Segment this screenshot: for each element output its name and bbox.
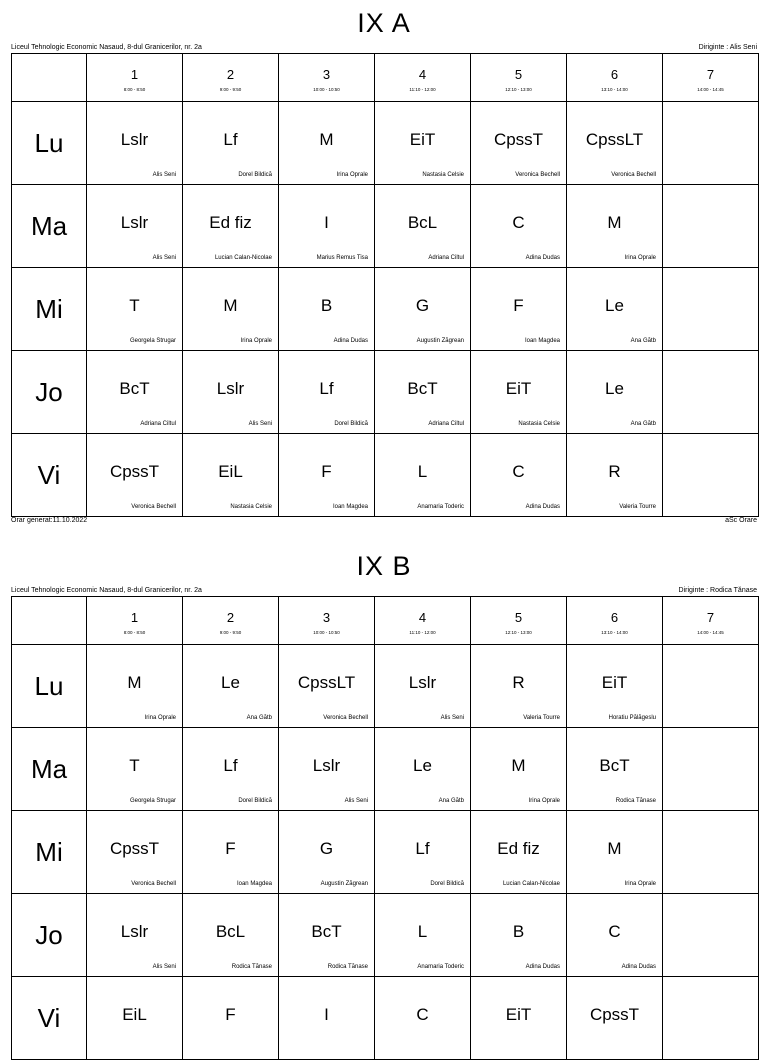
lesson-teacher: Anamaria Toderic xyxy=(417,504,464,510)
lesson-teacher: Lucian Calan-Nicolae xyxy=(214,255,272,261)
lesson-teacher: Ioan Magdea xyxy=(236,881,272,887)
lesson-teacher: Rodica Tănase xyxy=(327,964,368,970)
lesson-cell xyxy=(279,728,375,811)
lesson-cell xyxy=(279,894,375,977)
period-time: 10:00 - 10:50 xyxy=(313,87,340,92)
period-time: 11:10 - 12:00 xyxy=(409,630,436,635)
day-label: Lu xyxy=(34,670,64,701)
lesson-teacher: Veronica Bechell xyxy=(611,172,656,178)
corner-cell xyxy=(12,597,87,645)
lesson-subject: BcL xyxy=(407,213,438,232)
lesson-cell xyxy=(183,351,279,434)
day-label: Vi xyxy=(37,459,61,490)
lesson-cell xyxy=(663,811,759,894)
lesson-teacher: Veronica Bechell xyxy=(323,715,368,721)
lesson-subject: R xyxy=(608,462,621,481)
lesson-cell xyxy=(279,102,375,185)
lesson-subject: M xyxy=(223,296,238,315)
school-name: Liceul Tehnologic Economic Nasaud, 8-dul Granicerilor, nr. 2a xyxy=(11,587,202,594)
lesson-subject: Lf xyxy=(415,839,430,858)
lesson-subject: CpssT xyxy=(109,462,160,481)
lesson-cell xyxy=(471,977,567,1060)
lesson-subject: L xyxy=(417,462,428,481)
lesson-cell xyxy=(471,268,567,351)
lesson-teacher: Nastasia Celsie xyxy=(230,504,272,510)
period-header xyxy=(87,597,183,645)
lesson-cell xyxy=(567,185,663,268)
lesson-teacher: Horatiu Pălăgeslu xyxy=(608,715,656,721)
lesson-cell xyxy=(375,811,471,894)
period-header xyxy=(279,54,375,102)
lesson-teacher: Rodica Tănase xyxy=(231,964,272,970)
day-label: Mi xyxy=(35,836,63,867)
day-cell xyxy=(12,102,87,185)
period-time: 9:00 - 9:50 xyxy=(219,630,242,635)
period-header xyxy=(471,597,567,645)
lesson-cell xyxy=(87,102,183,185)
lesson-cell xyxy=(663,728,759,811)
day-cell xyxy=(12,811,87,894)
lesson-cell xyxy=(279,434,375,517)
period-header-row xyxy=(12,54,759,102)
lesson-subject: L xyxy=(417,922,428,941)
lesson-teacher: Irina Oprale xyxy=(240,338,272,344)
lesson-cell xyxy=(567,977,663,1060)
lesson-teacher: Dorel Bildică xyxy=(238,172,272,178)
lesson-subject: Lslr xyxy=(120,922,149,941)
lesson-cell xyxy=(279,645,375,728)
lesson-subject: Lslr xyxy=(216,379,245,398)
lesson-teacher: Georgela Strugar xyxy=(129,338,176,344)
lesson-subject: M xyxy=(607,839,622,858)
period-time: 8:00 - 8:50 xyxy=(123,630,146,635)
lesson-teacher: Ana Gătb xyxy=(630,421,656,427)
day-row-mi xyxy=(12,268,759,351)
lesson-subject: CpssT xyxy=(589,1005,640,1024)
lesson-teacher: Dorel Bildică xyxy=(238,798,272,804)
lesson-cell xyxy=(87,811,183,894)
lesson-teacher: Valeria Tourre xyxy=(619,504,656,510)
lesson-subject: C xyxy=(416,1005,429,1024)
lesson-cell xyxy=(375,977,471,1060)
lesson-subject: Lf xyxy=(223,130,238,149)
lesson-teacher: Irina Oprale xyxy=(144,715,176,721)
lesson-subject: T xyxy=(129,756,140,775)
day-cell xyxy=(12,977,87,1060)
day-cell xyxy=(12,185,87,268)
lesson-subject: Le xyxy=(221,673,240,692)
lesson-subject: CpssLT xyxy=(585,130,644,149)
lesson-teacher: Lucian Calan-Nicolae xyxy=(502,881,560,887)
lesson-teacher: Irina Oprale xyxy=(528,798,560,804)
day-row-jo xyxy=(12,351,759,434)
lesson-teacher: Nastasia Celsie xyxy=(422,172,464,178)
lesson-subject: T xyxy=(129,296,140,315)
lesson-cell xyxy=(279,977,375,1060)
lesson-cell xyxy=(87,351,183,434)
period-number: 2 xyxy=(226,610,235,625)
day-label: Ma xyxy=(30,753,68,784)
day-row-vi xyxy=(12,434,759,517)
lesson-cell xyxy=(375,268,471,351)
lesson-cell xyxy=(663,894,759,977)
period-number: 6 xyxy=(610,610,619,625)
lesson-subject: I xyxy=(324,1005,329,1024)
lesson-subject: Lf xyxy=(223,756,238,775)
lesson-cell xyxy=(471,434,567,517)
period-time: 9:00 - 9:50 xyxy=(219,87,242,92)
period-number: 7 xyxy=(706,67,715,82)
lesson-teacher: Anamaria Toderic xyxy=(417,964,464,970)
day-cell xyxy=(12,351,87,434)
lesson-teacher: Dorel Bildică xyxy=(334,421,368,427)
lesson-teacher: Alis Seni xyxy=(152,255,176,261)
period-number: 7 xyxy=(706,610,715,625)
lesson-subject: CpssLT xyxy=(297,673,356,692)
lesson-cell xyxy=(567,728,663,811)
period-number: 3 xyxy=(322,610,331,625)
lesson-subject: EiT xyxy=(601,673,628,692)
day-label: Lu xyxy=(34,127,64,158)
lesson-cell xyxy=(87,185,183,268)
lesson-cell xyxy=(87,645,183,728)
day-cell xyxy=(12,434,87,517)
lesson-teacher: Irina Oprale xyxy=(336,172,368,178)
lesson-teacher: Adriana Ciltul xyxy=(140,421,176,427)
day-label: Ma xyxy=(30,210,68,241)
lesson-cell xyxy=(87,434,183,517)
lesson-subject: F xyxy=(225,839,236,858)
lesson-cell xyxy=(471,894,567,977)
lesson-teacher: Adina Dudas xyxy=(621,964,656,970)
period-header xyxy=(567,597,663,645)
lesson-cell xyxy=(183,185,279,268)
period-number: 4 xyxy=(418,610,427,625)
lesson-teacher: Alis Seni xyxy=(440,715,464,721)
period-time: 11:10 - 12:00 xyxy=(409,87,436,92)
lesson-teacher: Adina Dudas xyxy=(525,964,560,970)
period-number: 2 xyxy=(226,67,235,82)
day-row-ma xyxy=(12,728,759,811)
lesson-cell xyxy=(471,185,567,268)
lesson-cell xyxy=(663,268,759,351)
period-time: 14:00 - 14:45 xyxy=(697,630,724,635)
period-header xyxy=(663,597,759,645)
lesson-teacher: Valeria Tourre xyxy=(523,715,560,721)
period-time: 12:10 - 13:00 xyxy=(505,630,532,635)
day-row-jo xyxy=(12,894,759,977)
lesson-teacher: Adriana Ciltul xyxy=(428,255,464,261)
lesson-cell xyxy=(183,728,279,811)
class-title: IX A xyxy=(357,8,411,38)
lesson-teacher: Veronica Bechell xyxy=(131,881,176,887)
period-time: 12:10 - 13:00 xyxy=(505,87,532,92)
period-number: 3 xyxy=(322,67,331,82)
lesson-teacher: Rodica Tănase xyxy=(615,798,656,804)
lesson-teacher: Adina Dudas xyxy=(525,255,560,261)
period-time: 8:00 - 8:50 xyxy=(123,87,146,92)
lesson-cell xyxy=(567,102,663,185)
period-header xyxy=(87,54,183,102)
lesson-cell xyxy=(183,977,279,1060)
lesson-subject: CpssT xyxy=(493,130,544,149)
corner-cell xyxy=(12,54,87,102)
class-teacher: Diriginte : Alis Seni xyxy=(698,44,757,51)
period-header xyxy=(183,54,279,102)
lesson-subject: B xyxy=(512,922,525,941)
day-cell xyxy=(12,645,87,728)
day-row-ma xyxy=(12,185,759,268)
lesson-subject: BcT xyxy=(119,379,150,398)
period-number: 5 xyxy=(514,610,523,625)
lesson-teacher: Ana Gătb xyxy=(246,715,272,721)
lesson-subject: M xyxy=(607,213,622,232)
lesson-subject: BcT xyxy=(599,756,630,775)
lesson-cell xyxy=(471,811,567,894)
software-credit: aSc Orare xyxy=(725,517,757,524)
lesson-cell xyxy=(567,351,663,434)
period-header xyxy=(663,54,759,102)
timetable-sheet-ix-a xyxy=(0,8,768,528)
lesson-subject: C xyxy=(512,213,525,232)
lesson-subject: C xyxy=(512,462,525,481)
lesson-cell xyxy=(375,351,471,434)
lesson-teacher: Irina Oprale xyxy=(624,881,656,887)
lesson-subject: CpssT xyxy=(109,839,160,858)
lesson-subject: Ed fiz xyxy=(209,213,252,232)
lesson-cell xyxy=(567,268,663,351)
lesson-cell xyxy=(663,185,759,268)
period-header xyxy=(183,597,279,645)
lesson-teacher: Marius Remus Tisa xyxy=(316,255,368,261)
lesson-subject: R xyxy=(512,673,525,692)
lesson-subject: EiL xyxy=(218,462,243,481)
lesson-subject: F xyxy=(321,462,332,481)
day-cell xyxy=(12,268,87,351)
generated-date: Orar generat:11.10.2022 xyxy=(11,517,88,524)
lesson-subject: Lslr xyxy=(120,213,149,232)
lesson-subject: C xyxy=(608,922,621,941)
period-header xyxy=(375,597,471,645)
lesson-teacher: Augustin Zăgrean xyxy=(320,881,368,887)
day-label: Jo xyxy=(35,919,63,950)
period-header-row xyxy=(12,597,759,645)
lesson-teacher: Georgela Strugar xyxy=(129,798,176,804)
day-row-lu xyxy=(12,102,759,185)
lesson-teacher: Veronica Bechell xyxy=(515,172,560,178)
lesson-cell xyxy=(279,811,375,894)
period-time: 13:10 - 14:00 xyxy=(601,87,628,92)
period-header xyxy=(279,597,375,645)
lesson-subject: G xyxy=(415,296,430,315)
lesson-cell xyxy=(375,102,471,185)
lesson-cell xyxy=(663,977,759,1060)
lesson-cell xyxy=(87,268,183,351)
lesson-subject: Lslr xyxy=(408,673,437,692)
lesson-cell xyxy=(183,811,279,894)
lesson-cell xyxy=(375,645,471,728)
lesson-cell xyxy=(375,894,471,977)
lesson-subject: Le xyxy=(605,296,624,315)
period-number: 5 xyxy=(514,67,523,82)
lesson-subject: EiT xyxy=(505,1005,532,1024)
lesson-cell xyxy=(375,185,471,268)
lesson-teacher: Adina Dudas xyxy=(525,504,560,510)
lesson-cell xyxy=(471,728,567,811)
period-header xyxy=(375,54,471,102)
lesson-subject: BcL xyxy=(215,922,246,941)
lesson-teacher: Nastasia Celsie xyxy=(518,421,560,427)
lesson-teacher: Ana Gătb xyxy=(438,798,464,804)
lesson-cell xyxy=(183,268,279,351)
lesson-teacher: Alis Seni xyxy=(152,964,176,970)
lesson-cell xyxy=(567,645,663,728)
lesson-cell xyxy=(183,645,279,728)
lesson-cell xyxy=(375,728,471,811)
lesson-teacher: Ioan Magdea xyxy=(524,338,560,344)
lesson-subject: B xyxy=(320,296,333,315)
period-number: 1 xyxy=(130,610,139,625)
period-header xyxy=(567,54,663,102)
lesson-cell xyxy=(567,894,663,977)
lesson-teacher: Adina Dudas xyxy=(333,338,368,344)
lesson-teacher: Dorel Bildică xyxy=(430,881,464,887)
lesson-teacher: Alis Seni xyxy=(248,421,272,427)
day-row-lu xyxy=(12,645,759,728)
class-teacher: Diriginte : Rodica Tănase xyxy=(678,587,757,594)
lesson-subject: Le xyxy=(605,379,624,398)
lesson-cell xyxy=(471,351,567,434)
lesson-cell xyxy=(471,102,567,185)
lesson-subject: Lf xyxy=(319,379,334,398)
lesson-subject: BcT xyxy=(407,379,438,398)
lesson-cell xyxy=(567,434,663,517)
period-number: 1 xyxy=(130,67,139,82)
period-time: 10:00 - 10:50 xyxy=(313,630,340,635)
day-row-vi xyxy=(12,977,759,1060)
lesson-subject: M xyxy=(511,756,526,775)
lesson-cell xyxy=(279,351,375,434)
day-cell xyxy=(12,728,87,811)
lesson-subject: G xyxy=(319,839,334,858)
lesson-cell xyxy=(183,102,279,185)
lesson-subject: EiL xyxy=(122,1005,147,1024)
lesson-teacher: Ana Gătb xyxy=(630,338,656,344)
lesson-subject: Le xyxy=(413,756,432,775)
lesson-teacher: Alis Seni xyxy=(152,172,176,178)
period-time: 14:00 - 14:45 xyxy=(697,87,724,92)
day-label: Vi xyxy=(37,1002,61,1033)
lesson-teacher: Irina Oprale xyxy=(624,255,656,261)
lesson-cell xyxy=(663,351,759,434)
lesson-subject: F xyxy=(513,296,524,315)
lesson-subject: M xyxy=(127,673,142,692)
lesson-teacher: Augustin Zăgrean xyxy=(416,338,464,344)
day-label: Jo xyxy=(35,376,63,407)
lesson-cell xyxy=(567,811,663,894)
lesson-cell xyxy=(471,645,567,728)
lesson-subject: EiT xyxy=(505,379,532,398)
lesson-cell xyxy=(87,728,183,811)
lesson-subject: Lslr xyxy=(120,130,149,149)
lesson-cell xyxy=(183,894,279,977)
lesson-cell xyxy=(279,185,375,268)
day-label: Mi xyxy=(35,293,63,324)
timetable-grid xyxy=(11,596,759,1060)
lesson-teacher: Alis Seni xyxy=(344,798,368,804)
lesson-teacher: Ioan Magdea xyxy=(332,504,368,510)
lesson-teacher: Veronica Bechell xyxy=(131,504,176,510)
class-title: IX B xyxy=(356,551,412,581)
day-row-mi xyxy=(12,811,759,894)
period-header xyxy=(471,54,567,102)
lesson-subject: Lslr xyxy=(312,756,341,775)
lesson-cell xyxy=(183,434,279,517)
day-cell xyxy=(12,894,87,977)
lesson-subject: Ed fiz xyxy=(497,839,540,858)
lesson-cell xyxy=(663,102,759,185)
lesson-subject: M xyxy=(319,130,334,149)
lesson-teacher: Adriana Ciltul xyxy=(428,421,464,427)
school-name: Liceul Tehnologic Economic Nasaud, 8-dul Granicerilor, nr. 2a xyxy=(11,44,202,51)
lesson-subject: BcT xyxy=(311,922,342,941)
lesson-subject: EiT xyxy=(409,130,436,149)
lesson-cell xyxy=(375,434,471,517)
lesson-cell xyxy=(663,434,759,517)
lesson-subject: F xyxy=(225,1005,236,1024)
lesson-cell xyxy=(87,977,183,1060)
lesson-subject: I xyxy=(324,213,329,232)
period-time: 13:10 - 14:00 xyxy=(601,630,628,635)
lesson-cell xyxy=(279,268,375,351)
lesson-cell xyxy=(87,894,183,977)
period-number: 4 xyxy=(418,67,427,82)
timetable-grid xyxy=(11,53,759,517)
period-number: 6 xyxy=(610,67,619,82)
lesson-cell xyxy=(663,645,759,728)
timetable-sheet-ix-b xyxy=(0,551,768,1031)
